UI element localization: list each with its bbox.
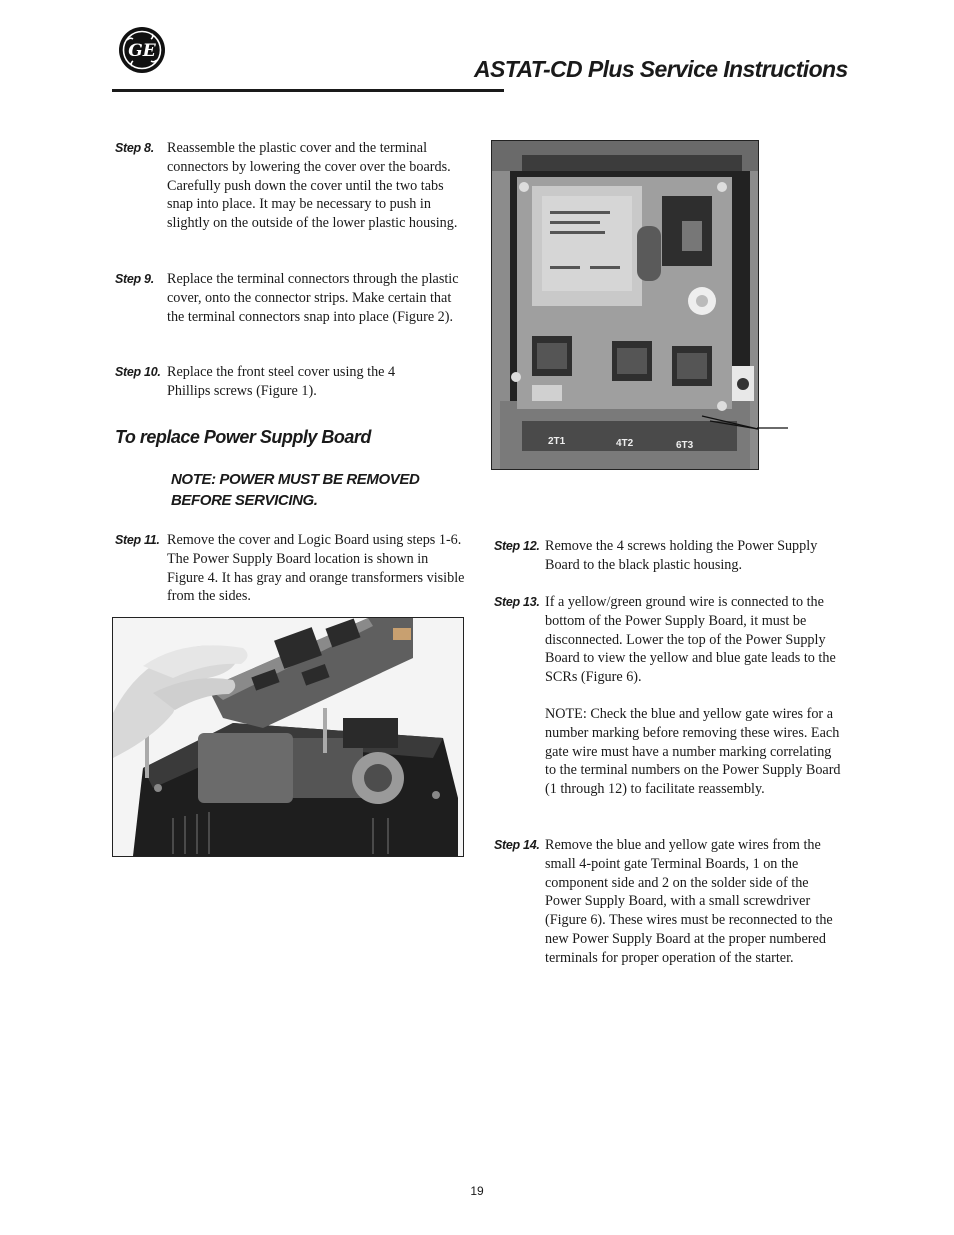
callout-line: [757, 420, 792, 432]
step-label: Step 13.: [494, 595, 540, 609]
step-text: Replace the front steel cover using the 4 Phillips screws (Figure 1).: [167, 364, 396, 399]
ge-monogram-icon: [118, 26, 166, 74]
page-title: ASTAT-CD Plus Service Instructions: [474, 56, 848, 82]
step-label: Step 9.: [115, 272, 154, 286]
terminal-label: 6T3: [676, 440, 694, 451]
step-text: Replace the terminal connectors through the plastic cover, onto the connector strips. Make certain that the terminal connectors snap into place (Figure 2).: [167, 271, 459, 325]
step-text: Remove the cover and Logic Board using steps 1-6. The Power Supply Board location is shown in Figure 4. It has gray and orange transformers visible from the sides.: [167, 532, 465, 605]
step-label: Step 14.: [494, 838, 540, 852]
gate-wire-note: NOTE: Check the blue and yellow gate wires for a number marking before removing these wires. Each gate wire must have a number marking correlating to the terminal numbers on the Power Supply Board (1 through 12) to facilitate reassembly.: [545, 706, 841, 798]
step-label: Step 10.: [115, 365, 161, 379]
header-rule: [112, 89, 504, 92]
section-heading: To replace Power Supply Board: [115, 427, 371, 447]
step-text: If a yellow/green ground wire is connected to the bottom of the Power Supply Board, it must be disconnected. Lower the top of the Power Supply Board to view the yellow and blue gate leads to the SCRs (Figure 6).: [545, 594, 836, 686]
page-number: 19: [470, 1184, 484, 1198]
terminal-label: 4T2: [616, 438, 634, 449]
svg-text:GE: GE: [128, 41, 156, 61]
power-supply-removal-photo: [112, 617, 464, 857]
step-label: Step 8.: [115, 141, 154, 155]
step-text: Remove the blue and yellow gate wires from the small 4-point gate Terminal Boards, 1 on the component side and 2 on the solder side of the Power Supply Board, with a small screwdriver (Figure 6). These wires must be reconnected to the new Power Supply Board at the proper numbered terminals for proper operation of the starter.: [545, 837, 833, 966]
terminal-label: 2T1: [548, 436, 566, 447]
step-label: Step 12.: [494, 539, 540, 553]
warning-note: NOTE: POWER MUST BE REMOVED BEFORE SERVICING.: [171, 471, 420, 509]
step-label: Step 11.: [115, 533, 160, 547]
power-supply-board-location-photo: [491, 140, 759, 470]
step-text: Remove the 4 screws holding the Power Supply Board to the black plastic housing.: [545, 538, 818, 573]
step-text: Reassemble the plastic cover and the terminal connectors by lowering the cover over the boards. Carefully push down the cover until the two tabs snap into place. It may be necessary to push in slightly on the outside of the lower plastic housing.: [167, 140, 458, 232]
